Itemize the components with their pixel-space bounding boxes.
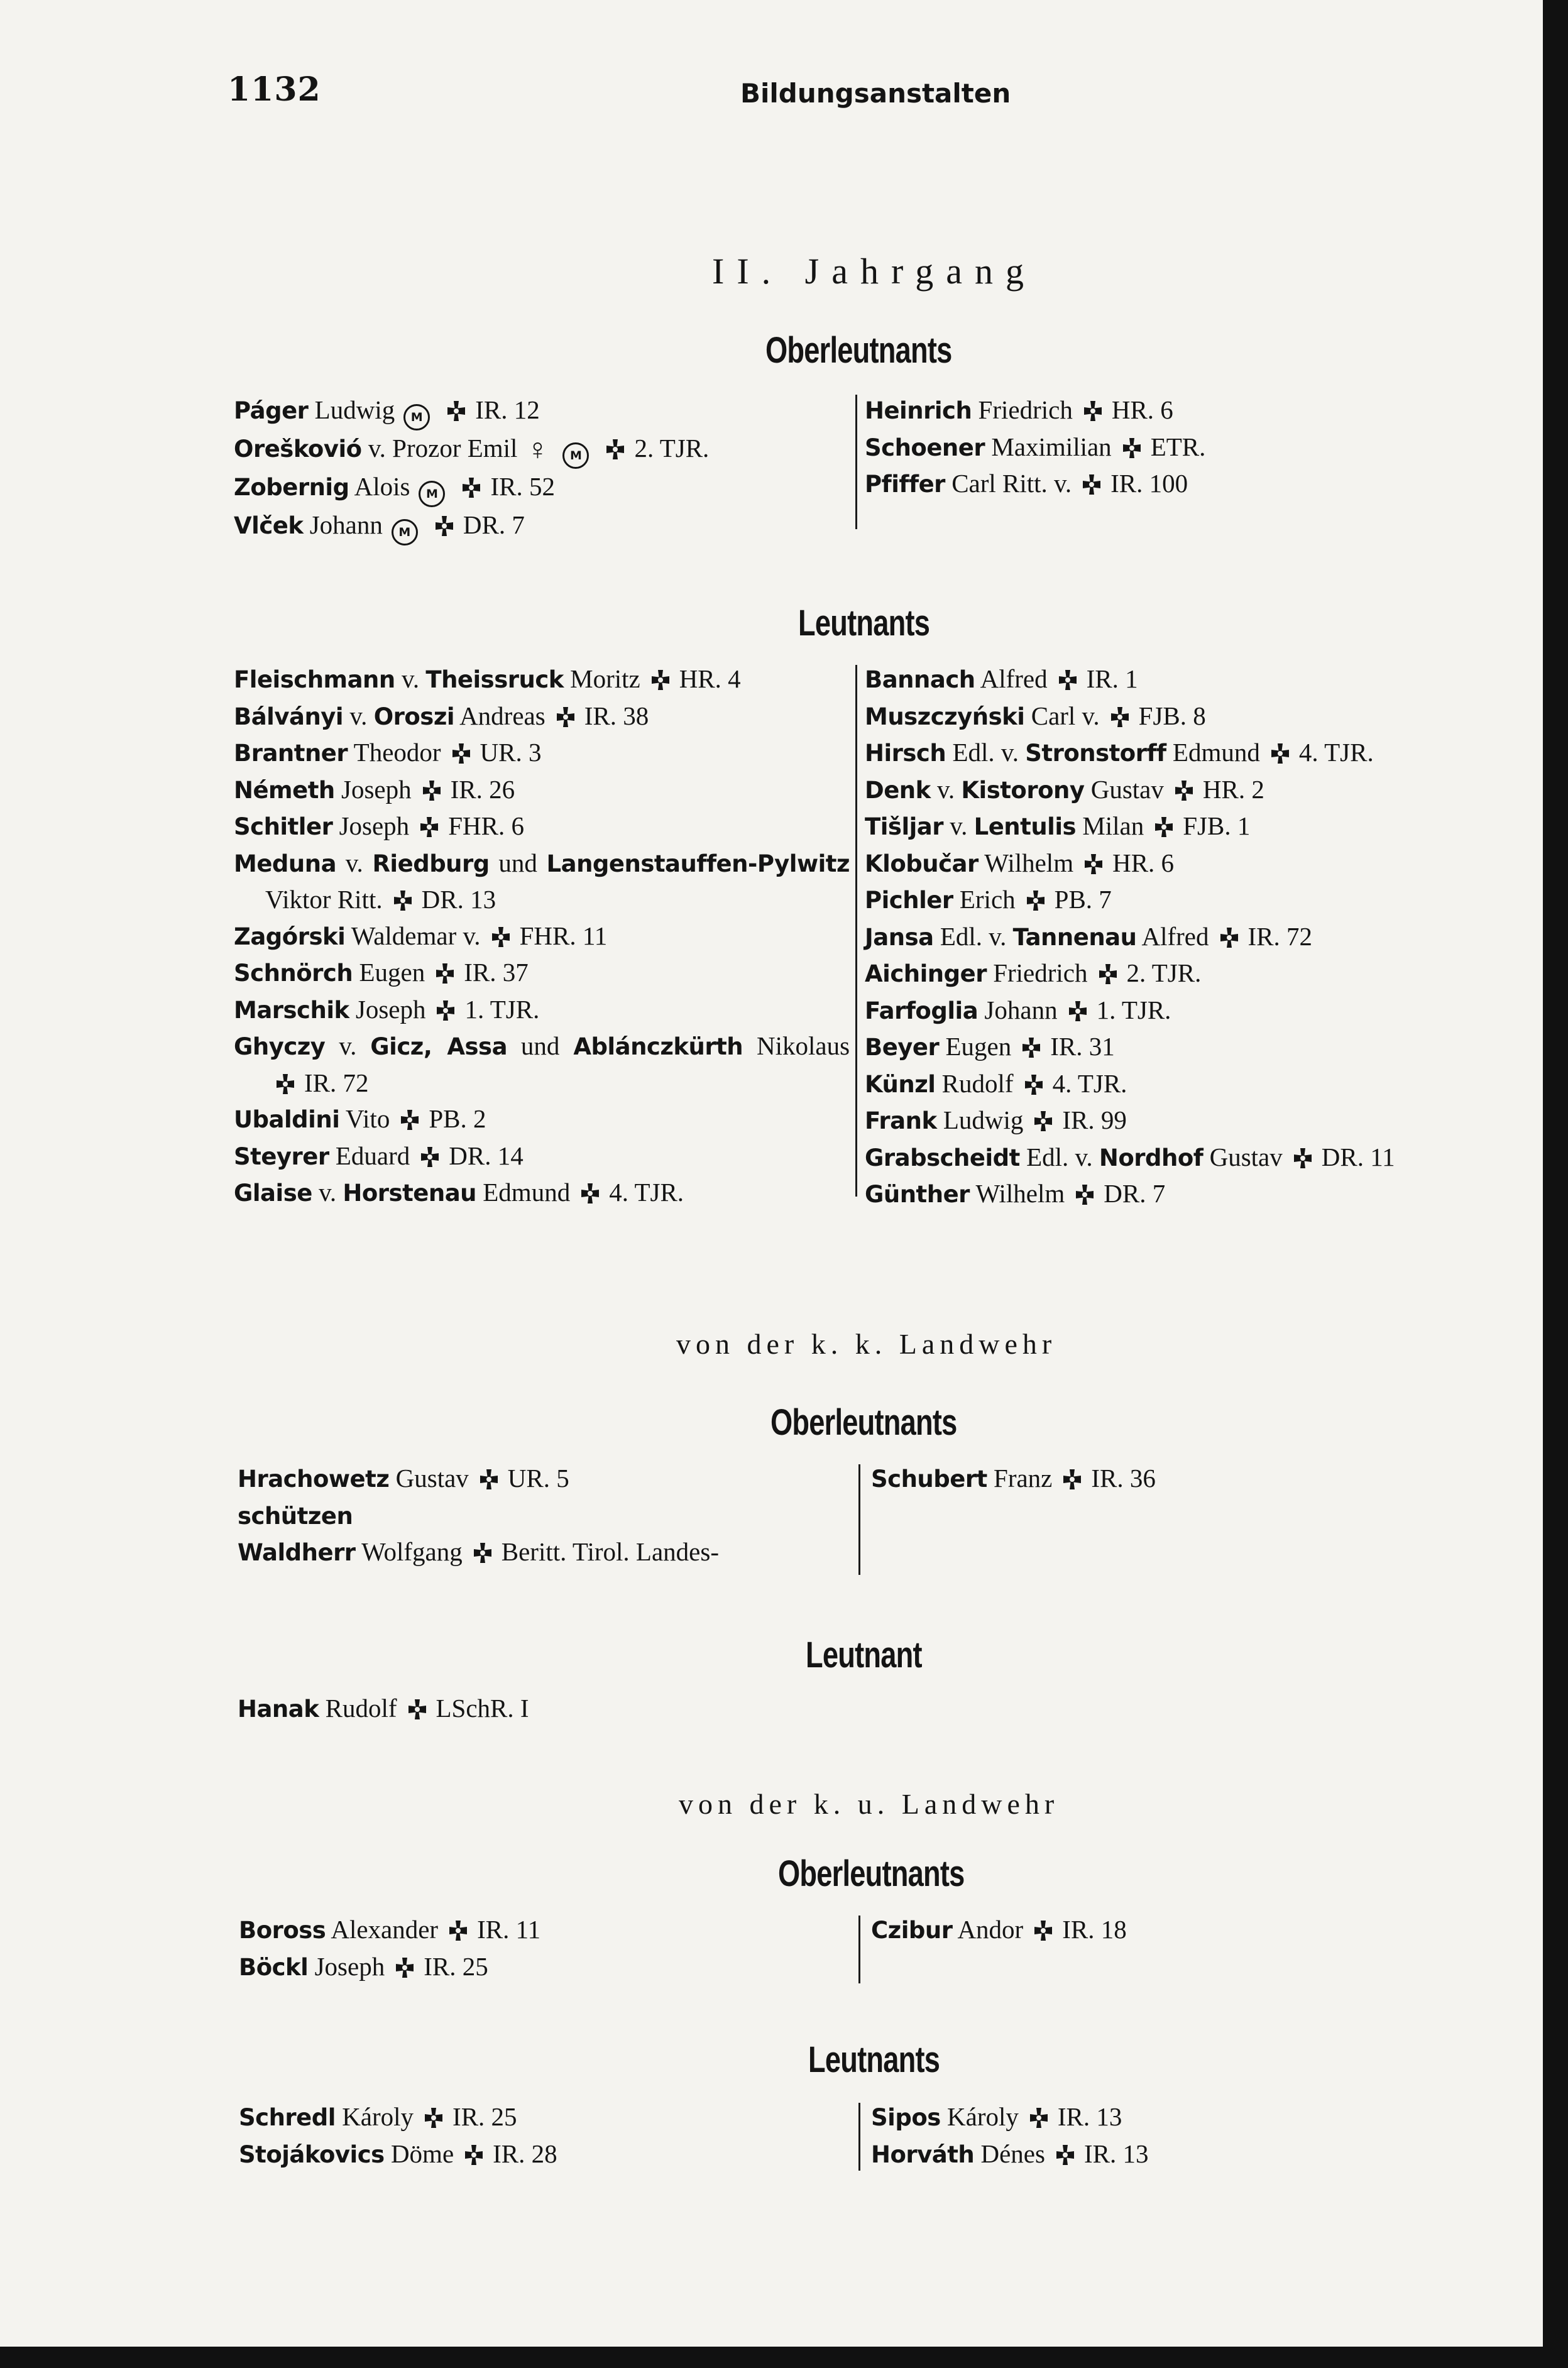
- given-name: Joseph: [355, 994, 426, 1024]
- list-entry: [865, 992, 1518, 1029]
- cross-icon: [1073, 1183, 1096, 1206]
- given-name: Gustav: [395, 1464, 469, 1493]
- list-entry: [234, 392, 837, 430]
- cross-icon: [420, 779, 443, 802]
- column-divider: [858, 1916, 860, 1983]
- unit-code: 4. TJR.: [1298, 738, 1374, 767]
- kk-oberleutnants-list-left: [238, 1461, 841, 1571]
- unit-code: DR. 7: [463, 510, 525, 539]
- given-name: Wilhelm: [975, 1179, 1065, 1208]
- given-name: Ludwig: [943, 1105, 1024, 1134]
- list-entry: [234, 918, 850, 955]
- given-name: Wilhelm: [984, 848, 1074, 877]
- unit-code: FHR. 11: [519, 921, 608, 950]
- list-entry: [239, 1949, 842, 1986]
- surname: Ghyczy: [234, 1033, 326, 1060]
- section-title-ku-leutnants: Leutnants: [808, 2039, 940, 2080]
- name-part: Gustav: [1209, 1142, 1283, 1171]
- cross-icon: [450, 742, 473, 765]
- unit-code: IR. 26: [450, 774, 515, 804]
- surname: Vlček: [234, 512, 304, 539]
- section-title-leutnants: Leutnants: [798, 603, 930, 644]
- cross-icon: [1121, 437, 1143, 459]
- given-name: Alfred: [980, 664, 1048, 693]
- list-entry: [234, 735, 850, 772]
- name-part: Gustav: [1090, 774, 1164, 804]
- list-entry: [234, 1138, 850, 1175]
- surname: Denk: [865, 776, 931, 804]
- unit-code: 4. TJR.: [1052, 1068, 1127, 1098]
- surname-part: Gicz, Assa: [370, 1033, 508, 1060]
- list-entry: [234, 772, 850, 809]
- surname: Heinrich: [865, 397, 972, 424]
- cross-icon: [1066, 1000, 1089, 1022]
- given-name: Vito: [345, 1104, 390, 1133]
- unit-code: IR. 37: [464, 958, 529, 987]
- cross-icon: [1082, 853, 1105, 875]
- surname: Meduna: [234, 850, 337, 877]
- list-entry: [865, 808, 1518, 845]
- cross-icon: [471, 1542, 494, 1564]
- unit-code: IR. 72: [1247, 921, 1312, 951]
- unit-code: DR. 14: [449, 1141, 524, 1170]
- cross-icon: [554, 706, 577, 728]
- list-entry: [865, 661, 1518, 698]
- unit-code: DR. 11: [1321, 1142, 1395, 1171]
- scan-border-bottom: [0, 2347, 1568, 2368]
- surname: Grabscheidt: [865, 1144, 1020, 1171]
- list-entry: [234, 698, 850, 735]
- m-badge-icon: M: [562, 442, 589, 469]
- surname: Steyrer: [234, 1143, 329, 1170]
- surname: Schubert: [871, 1466, 987, 1493]
- unit-code: IR. 36: [1091, 1464, 1156, 1493]
- name-part: Edmund: [483, 1178, 571, 1207]
- ku-leutnants-list-right: [871, 2099, 1499, 2173]
- landwehr-ku-heading: von der k. u. Landwehr: [679, 1788, 1060, 1820]
- given-name: Rudolf: [941, 1068, 1014, 1098]
- given-name: v.: [950, 811, 968, 840]
- unit-code: IR. 100: [1110, 469, 1188, 498]
- list-entry: [871, 2136, 1499, 2173]
- unit-code: IR. 1: [1086, 664, 1138, 693]
- unit-code: HR. 2: [1202, 774, 1264, 804]
- section-title-kk-leutnant: Leutnant: [806, 1635, 922, 1675]
- leutnants-list-right: [865, 661, 1518, 1213]
- list-entry-continuation: [234, 882, 850, 918]
- unit-code: FJB. 8: [1138, 701, 1206, 730]
- page-number: 1132: [228, 70, 321, 109]
- given-name: Rudolf: [325, 1694, 397, 1723]
- list-entry: [871, 1912, 1499, 1949]
- cross-icon: [1082, 400, 1104, 422]
- surname: Hirsch: [865, 740, 946, 767]
- unit-code: HR. 6: [1111, 395, 1173, 424]
- surname: Schitler: [234, 813, 333, 840]
- list-entry: [234, 955, 850, 992]
- surname-part: Nordhof: [1099, 1144, 1203, 1171]
- surname: Böckl: [239, 1953, 309, 1981]
- surname: Stojákovics: [239, 2141, 385, 2168]
- unit-code: IR. 11: [477, 1915, 541, 1944]
- given-name: v.: [937, 774, 955, 804]
- given-name: Alois: [354, 472, 410, 501]
- kk-leutnant-list: [238, 1691, 841, 1728]
- cross-icon: [1056, 669, 1079, 691]
- list-entry: [865, 466, 1512, 503]
- given-name: v. Prozor Emil: [368, 434, 518, 463]
- given-name: Edl. v.: [940, 921, 1007, 951]
- list-entry: [865, 919, 1518, 956]
- cross-icon: [1080, 473, 1103, 496]
- ku-leutnants-list-left: [239, 2099, 842, 2173]
- section-title-ku-oberleutnants: Oberleutnants: [778, 1853, 965, 1894]
- given-name: v.: [345, 848, 363, 877]
- surname: Beyer: [865, 1034, 940, 1061]
- surname: Bálványi: [234, 703, 344, 730]
- list-entry: [234, 1175, 850, 1212]
- surname: Jansa: [865, 923, 934, 951]
- cross-icon: [422, 2107, 445, 2129]
- list-entry: [234, 469, 837, 507]
- given-name: Johann: [984, 995, 1058, 1024]
- cross-icon: [398, 1109, 421, 1131]
- column-divider: [858, 2103, 860, 2171]
- surname: Glaise: [234, 1180, 312, 1207]
- unit-continuation: schützen: [238, 1502, 353, 1530]
- given-name: Friedrich: [978, 395, 1073, 424]
- unit-code: IR. 52: [490, 472, 555, 501]
- cross-icon: [419, 1146, 441, 1168]
- unit-code: IR. 38: [584, 701, 649, 730]
- list-entry: [865, 1029, 1518, 1066]
- surname-part: Ablánczkürth: [573, 1033, 743, 1060]
- cross-icon: [604, 438, 627, 461]
- column-divider: [858, 1464, 860, 1575]
- jahrgang-heading: II. Jahrgang: [712, 251, 1036, 292]
- m-badge-icon: M: [403, 404, 430, 430]
- list-entry: [238, 1461, 841, 1498]
- ku-oberleutnants-list-left: [239, 1912, 842, 1985]
- list-entry-continuation: [234, 1065, 850, 1102]
- name-part: Alfred: [1141, 921, 1209, 951]
- surname: Bannach: [865, 666, 975, 693]
- list-entry: [234, 661, 850, 698]
- surname: Horváth: [871, 2141, 975, 2168]
- surname: Günther: [865, 1181, 970, 1208]
- name-part: Milan: [1082, 811, 1144, 840]
- unit-code: IR. 99: [1062, 1105, 1127, 1134]
- cross-icon: [1269, 742, 1291, 765]
- cross-icon: [1028, 2107, 1050, 2129]
- cross-icon: [447, 1919, 469, 1942]
- list-entry: [865, 698, 1518, 735]
- oberleutnants-list-left: [234, 392, 837, 545]
- list-entry: [865, 882, 1518, 919]
- ku-oberleutnants-list-right: [871, 1912, 1499, 1949]
- cross-icon: [418, 816, 441, 838]
- given-name: Friedrich: [993, 958, 1088, 987]
- cross-icon: [579, 1182, 601, 1205]
- cross-icon: [433, 515, 456, 537]
- cross-icon: [460, 476, 483, 499]
- given-name: Erich: [959, 885, 1016, 914]
- unit-code: UR. 3: [480, 738, 542, 767]
- cross-icon: [393, 1956, 416, 1979]
- given-name: Andor: [957, 1915, 1024, 1944]
- list-entry: [865, 772, 1518, 809]
- unit-code: DR. 13: [421, 885, 496, 914]
- surname: Tišljar: [865, 813, 944, 840]
- scan-border-right: [1543, 0, 1568, 2368]
- given-name: Nikolaus: [757, 1031, 850, 1060]
- list-entry: [234, 845, 850, 882]
- name-part: Andreas: [459, 701, 546, 730]
- given-name: v.: [339, 1031, 357, 1060]
- unit-code: IR. 13: [1083, 2139, 1149, 2168]
- cross-icon: [1020, 1036, 1043, 1059]
- m-badge-icon: M: [419, 481, 445, 507]
- list-entry: [239, 2136, 842, 2173]
- given-name: Alexander: [331, 1915, 439, 1944]
- list-entry: [865, 392, 1512, 429]
- unit-code: IR. 25: [452, 2102, 517, 2131]
- surname: Hrachowetz: [238, 1466, 390, 1493]
- surname: Páger: [234, 397, 309, 424]
- cross-icon: [1153, 816, 1175, 838]
- column-divider: [855, 665, 857, 1197]
- cross-icon: [274, 1073, 297, 1095]
- list-entry: [238, 1534, 841, 1571]
- cross-icon: [1054, 2144, 1077, 2166]
- unit-code: IR. 28: [493, 2139, 557, 2168]
- unit-code: IR. 31: [1050, 1032, 1115, 1061]
- list-entry: [234, 1101, 850, 1138]
- surname: Aichinger: [865, 960, 987, 987]
- list-entry: [865, 735, 1518, 772]
- surname: Pichler: [865, 887, 953, 914]
- surname: Zagórski: [234, 923, 346, 950]
- list-entry: [239, 1912, 842, 1949]
- given-name: Eugen: [945, 1032, 1012, 1061]
- surname-part: Kistorony: [961, 776, 1085, 804]
- list-entry: [865, 429, 1512, 466]
- given-name: Döme: [390, 2139, 454, 2168]
- cross-icon: [1024, 889, 1047, 912]
- cross-icon: [1032, 1110, 1055, 1132]
- surname: Schredl: [239, 2104, 336, 2131]
- list-entry: [234, 1028, 850, 1065]
- surname: Muszczyński: [865, 703, 1025, 730]
- cross-icon: [490, 926, 512, 948]
- cross-icon: [392, 889, 414, 912]
- surname: Fleischmann: [234, 666, 395, 693]
- list-entry: [871, 2099, 1499, 2136]
- surname: Sipos: [871, 2104, 941, 2131]
- given-name: Waldemar v.: [351, 921, 481, 950]
- list-entry: [865, 1102, 1518, 1139]
- given-name: Edl. v.: [1026, 1142, 1093, 1171]
- surname-part: Stronstorff: [1025, 740, 1166, 767]
- surname: Schoener: [865, 434, 985, 461]
- surname: Ubaldini: [234, 1106, 340, 1133]
- list-entry: [865, 845, 1518, 882]
- given-name: Theodor: [353, 738, 441, 767]
- cross-icon: [1061, 1468, 1083, 1491]
- surname: Boross: [239, 1917, 326, 1944]
- unit-code: UR. 5: [507, 1464, 569, 1493]
- cross-icon: [478, 1468, 500, 1491]
- given-name: Eugen: [359, 958, 425, 987]
- cross-icon: [406, 1698, 429, 1721]
- surname: Oreškovió: [234, 436, 362, 463]
- unit-code: ETR.: [1150, 432, 1206, 461]
- unit-code: IR. 12: [475, 395, 540, 424]
- given-name: Joseph: [341, 774, 412, 804]
- cross-icon: [1097, 963, 1119, 985]
- section-title-kk-oberleutnants: Oberleutnants: [770, 1402, 957, 1443]
- given-name: Károly: [342, 2102, 414, 2131]
- list-entry: [865, 1139, 1518, 1176]
- unit-code: DR. 7: [1104, 1179, 1166, 1208]
- given-name: Joseph: [339, 811, 410, 840]
- surname: Schnörch: [234, 960, 353, 987]
- given-name: Wolfgang: [361, 1537, 463, 1566]
- surname: Hanak: [238, 1696, 319, 1723]
- unit-code: Beritt. Tirol. Landes-: [501, 1537, 719, 1566]
- list-entry: [865, 1176, 1518, 1213]
- given-name: Carl v.: [1031, 701, 1100, 730]
- cross-icon: [1173, 779, 1195, 802]
- given-name: v.: [349, 701, 368, 730]
- unit-code: PB. 2: [429, 1104, 486, 1133]
- unit-code: HR. 6: [1112, 848, 1175, 877]
- cross-icon: [1032, 1919, 1055, 1942]
- unit-code: IR. 72: [304, 1068, 369, 1097]
- list-entry: [234, 808, 850, 845]
- given-name: Joseph: [314, 1951, 385, 1981]
- surname-part: Horstenau: [343, 1180, 477, 1207]
- unit-code: LSchR. I: [436, 1694, 529, 1723]
- name-part: und: [520, 1031, 560, 1060]
- given-name: Károly: [947, 2102, 1019, 2131]
- unit-code: PB. 7: [1054, 885, 1112, 914]
- cross-icon: [649, 669, 672, 691]
- surname-part: Langenstauffen-Pylwitz: [546, 850, 850, 877]
- cross-icon: [434, 962, 456, 985]
- unit-code: IR. 25: [424, 1951, 488, 1981]
- surname-part: Tannenau: [1012, 923, 1137, 951]
- cross-icon: [463, 2144, 485, 2166]
- cross-icon: [1218, 926, 1241, 949]
- given-name: Edl. v.: [952, 738, 1019, 767]
- given-name: Carl Ritt. v.: [951, 469, 1072, 498]
- given-name: Eduard: [335, 1141, 410, 1170]
- cross-icon: [445, 400, 468, 422]
- unit-code: 1. TJR.: [1096, 995, 1171, 1024]
- column-divider: [855, 395, 857, 529]
- list-entry: [234, 992, 850, 1029]
- surname: Farfoglia: [865, 997, 979, 1024]
- surname: Németh: [234, 776, 335, 804]
- unit-code: FHR. 6: [448, 811, 524, 840]
- oberleutnants-list-right: [865, 392, 1512, 503]
- unit-code: 2. TJR.: [634, 434, 710, 463]
- surname: Zobernig: [234, 474, 349, 501]
- surname: Klobučar: [865, 850, 979, 877]
- given-name: Ludwig: [314, 395, 395, 424]
- surname: Marschik: [234, 996, 349, 1024]
- unit-code: 4. TJR.: [609, 1178, 684, 1207]
- surname: Brantner: [234, 740, 348, 767]
- given-name: Viktor Ritt.: [265, 885, 383, 914]
- running-head: Bildungsanstalten: [740, 78, 1011, 109]
- landwehr-kk-heading: von der k. k. Landwehr: [676, 1328, 1057, 1360]
- unit-code: IR. 13: [1057, 2102, 1122, 2131]
- given-name: Maximilian: [991, 432, 1112, 461]
- surname-part: Oroszi: [373, 703, 455, 730]
- given-name: v.: [401, 664, 420, 693]
- list-entry: [239, 2099, 842, 2136]
- list-entry: [865, 1066, 1518, 1103]
- surname: Pfiffer: [865, 471, 945, 498]
- surname-part: Theissruck: [425, 666, 564, 693]
- unit-code: FJB. 1: [1183, 811, 1251, 840]
- list-entry: [238, 1691, 841, 1728]
- unit-code: IR. 18: [1062, 1915, 1127, 1944]
- name-part: und: [498, 848, 537, 877]
- list-entry-continuation: [238, 1498, 841, 1535]
- list-entry: [234, 430, 837, 469]
- cross-icon: [1022, 1073, 1045, 1096]
- unit-code: 2. TJR.: [1126, 958, 1202, 987]
- name-part: Moritz: [570, 664, 640, 693]
- given-name: Franz: [994, 1464, 1053, 1493]
- cross-icon: [1109, 706, 1131, 728]
- leutnants-list-left: [234, 661, 850, 1212]
- given-name: Johann: [309, 510, 383, 539]
- surname: Künzl: [865, 1070, 936, 1098]
- unit-code: HR. 4: [679, 664, 741, 693]
- surname: Waldherr: [238, 1539, 356, 1566]
- name-part: Edmund: [1172, 738, 1260, 767]
- given-name: Dénes: [980, 2139, 1045, 2168]
- kk-oberleutnants-list-right: [871, 1461, 1499, 1498]
- surname-part: Riedburg: [372, 850, 490, 877]
- surname-part: Lentulis: [973, 813, 1077, 840]
- given-name: v.: [319, 1178, 337, 1207]
- medal-icon: ♀: [526, 433, 549, 466]
- list-entry: [865, 955, 1518, 992]
- cross-icon: [1291, 1147, 1314, 1170]
- surname: Frank: [865, 1107, 937, 1134]
- surname: Czibur: [871, 1917, 953, 1944]
- section-title-oberleutnants: Oberleutnants: [765, 330, 952, 371]
- unit-code: 1. TJR.: [464, 994, 540, 1024]
- cross-icon: [434, 999, 457, 1022]
- list-entry: [871, 1461, 1499, 1498]
- list-entry: [234, 507, 837, 545]
- m-badge-icon: M: [392, 519, 418, 545]
